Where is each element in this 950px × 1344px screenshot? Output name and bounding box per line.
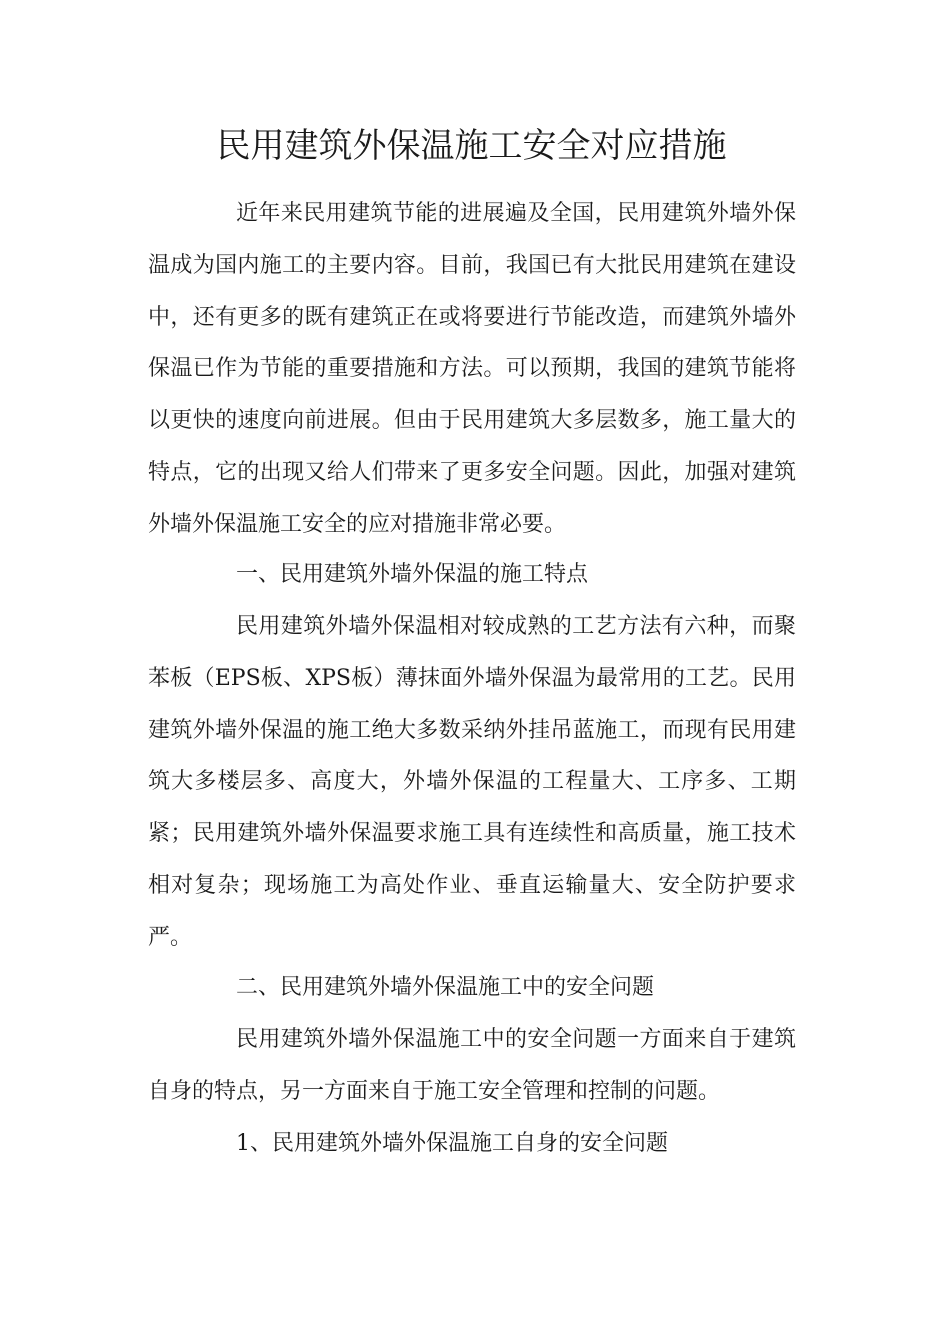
document-title: 民用建筑外保温施工安全对应措施 (216, 126, 727, 166)
intro-paragraph: 近年来民用建筑节能的进展遍及全国，民用建筑外墙外保温成为国内施工的主要内容。目前，我国已有大批民用建筑在建设中，还有更多的既有建筑正在或将要进行节能改造，而建筑外墙外保温已作为节能的重要措施和方法。可以预期，我国的建筑节能将以更快的速度向前进展。但由于民用建筑大多层数多，施工量大的特点，它的出现又给人们带来了更多安全问题。因此，加强对建筑外墙外保温施工安全的应对措施非常必要。 (148, 201, 796, 537)
section-heading-2: 二、民用建筑外墙外保温施工中的安全问题 (236, 975, 655, 1000)
construction-features-paragraph: 民用建筑外墙外保温相对较成熟的工艺方法有六种，而聚苯板（EPS板、XPS板）薄抹面外墙外保温为最常用的工艺。民用建筑外墙外保温的施工绝大多数采纳外挂吊蓝施工，而现有民用建筑大多楼层多、高度大，外墙外保温的工程量大、工序多、工期紧；民用建筑外墙外保温要求施工具有连续性和高质量，施工技术相对复杂；现场施工为高处作业、垂直运输量大、安全防护要求严。 (148, 614, 796, 950)
subsection-heading-1: 1、民用建筑外墙外保温施工自身的安全问题 (236, 1131, 668, 1156)
safety-issues-paragraph: 民用建筑外墙外保温施工中的安全问题一方面来自于建筑自身的特点，另一方面来自于施工安全管理和控制的问题。 (148, 1027, 796, 1104)
section-heading-1: 一、民用建筑外墙外保温的施工特点 (236, 562, 589, 587)
